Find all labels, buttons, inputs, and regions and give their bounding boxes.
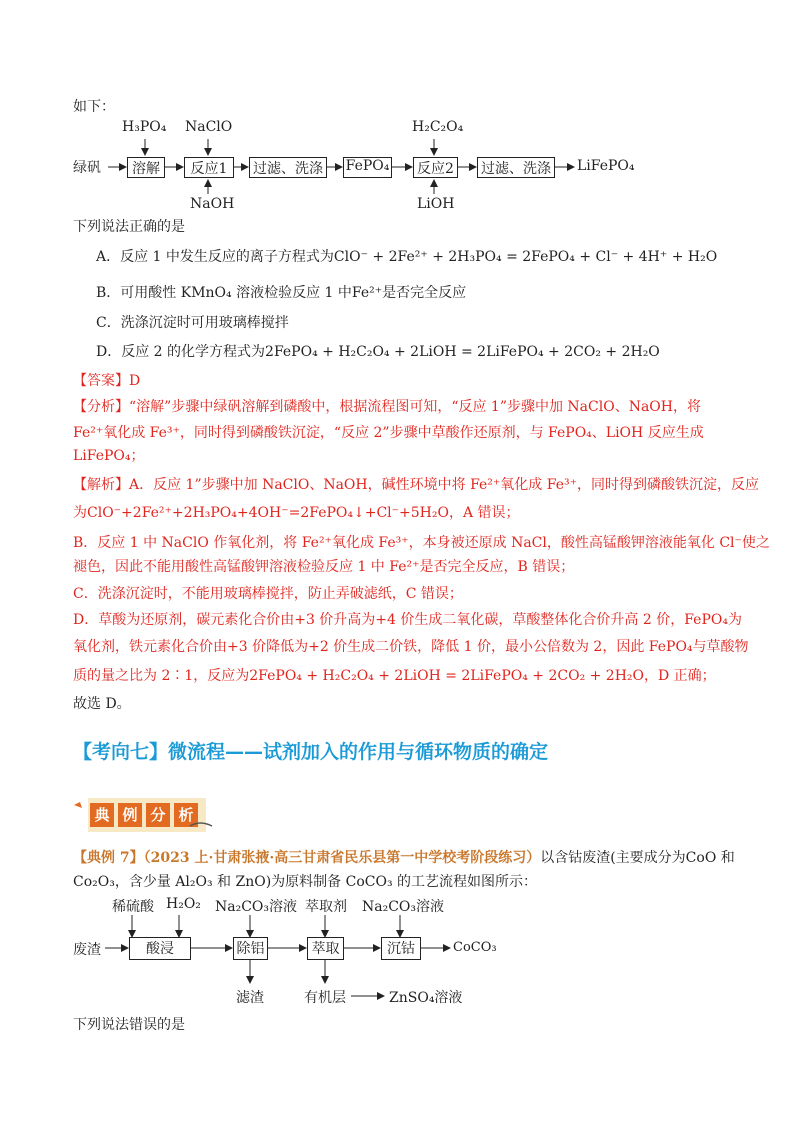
answer-text: 【答案】D — [73, 373, 141, 389]
flow2-step-extract: 萃取 — [307, 937, 344, 960]
badge-char-4: 析 — [174, 803, 198, 827]
example-label: 【典例 7】 — [73, 850, 144, 866]
question-text: 下列说法正确的是 — [73, 219, 185, 235]
analysis-line-3: LiFePO₄； — [73, 448, 145, 464]
flow2-side-product: ZnSO₄溶液 — [389, 990, 463, 1006]
example-line-2: Co₂O₃，含少量 Al₂O₃ 和 ZnO)为原料制备 CoCO₃ 的工艺流程如图所示： — [73, 874, 538, 890]
example-source: （2023 上·甘肃张掖·高三甘肃省民乐县第一中学校考阶段练习） — [143, 850, 541, 866]
explanation-line-1: 【解析】A．反应 1”步骤中加 NaClO、NaOH，碱性环境中将 Fe²⁺氧化成 Fe³⁺，同时得到磷酸铁沉淀，反应 — [73, 477, 759, 493]
flow1-step-filter1: 过滤、洗涤 — [249, 157, 327, 178]
analysis-line-1: 【分析】“溶解”步骤中绿矾溶解到磷酸中，根据流程图可知，“反应 1”步骤中加 NaClO、NaOH，将 — [73, 399, 701, 415]
flow2-reagent-extractant: 萃取剂 — [305, 899, 347, 915]
flow1-reagent-naoh: NaOH — [190, 196, 235, 212]
section-heading: 【考向七】微流程——试剂加入的作用与循环物质的确定 — [73, 741, 549, 763]
explanation-line-4: 褪色，因此不能用酸性高锰酸钾溶液检验反应 1 中 Fe²⁺是否完全反应，B 错误； — [73, 559, 575, 575]
explanation-line-6: D．草酸为还原剂，碳元素化合价由+3 价升高为+4 价生成二氧化碳，草酸整体化合价升高 2 价，FePO₄为 — [73, 612, 742, 628]
flow1-end: LiFePO₄ — [577, 158, 635, 174]
explanation-conclusion: 故选 D。 — [73, 696, 131, 712]
flow2-reagent-na2co3-2: Na₂CO₃溶液 — [362, 899, 445, 915]
flow1-step-dissolve: 溶解 — [127, 157, 165, 178]
flow2-reagent-sulfuric: 稀硫酸 — [112, 899, 154, 915]
flow1-reagent-h2c2o4: H₂C₂O₄ — [412, 119, 464, 135]
flow1-step-reaction1: 反应1 — [184, 157, 234, 178]
flow1-start: 绿矾 — [73, 160, 101, 176]
badge-char-3: 分 — [146, 803, 170, 827]
flow2-end: CoCO₃ — [453, 940, 497, 955]
explanation-line-2: 为ClO⁻+2Fe²⁺+2H₃PO₄+4OH⁻=2FePO₄↓+Cl⁻+5H₂O，A 错误； — [73, 505, 520, 521]
flow2-reagent-h2o2: H₂O₂ — [166, 896, 201, 912]
option-b: B．可用酸性 KMnO₄ 溶液检验反应 1 中Fe²⁺是否完全反应 — [96, 285, 467, 301]
flow1-step-fepo4: FePO₄ — [343, 157, 392, 178]
badge-char-2: 例 — [118, 803, 142, 827]
explanation-line-5: C．洗涤沉淀时，不能用玻璃棒搅拌，防止弄破滤纸，C 错误； — [73, 586, 463, 602]
explanation-line-8: 质的量之比为 2∶1，反应为2FePO₄ + H₂C₂O₄ + 2LiOH = 2LiFePO₄ + 2CO₂ + 2H₂O，D 正确； — [73, 668, 716, 684]
option-c: C．洗涤沉淀时可用玻璃棒搅拌 — [96, 315, 289, 331]
example-line1-rest: 以含钴废渣(主要成分为CoO 和 — [540, 850, 735, 866]
flow1-reagent-lioh: LiOH — [417, 196, 455, 212]
flow2-output-organic: 有机层 — [304, 990, 346, 1006]
flow2-output-residue: 滤渣 — [236, 990, 264, 1006]
flow2-start: 废渣 — [73, 942, 101, 958]
question2-text: 下列说法错误的是 — [73, 1017, 185, 1033]
flow2-step-remove-al: 除铝 — [233, 937, 268, 960]
explanation-line-7: 氧化剂，铁元素化合价由+3 价降低为+2 价生成二价铁，降低 1 价，最小公倍数为 2，因此 FePO₄与草酸物 — [73, 639, 749, 655]
flow1-step-reaction2: 反应2 — [413, 157, 458, 178]
intro-text: 如下： — [73, 99, 115, 115]
flow1-reagent-naclo: NaClO — [185, 119, 233, 135]
flow2-step-acid-leach: 酸浸 — [129, 937, 191, 960]
flow2-step-precipitate: 沉钴 — [381, 937, 421, 960]
flow1-reagent-h3po4: H₃PO₄ — [122, 119, 167, 135]
flow2-reagent-na2co3-1: Na₂CO₃溶液 — [215, 899, 298, 915]
explanation-line-3: B．反应 1 中 NaClO 作氧化剂，将 Fe²⁺氧化成 Fe³⁺，本身被还原成 NaCl，酸性高锰酸钾溶液能氧化 Cl⁻使之 — [73, 535, 770, 551]
option-d: D．反应 2 的化学方程式为2FePO₄ + H₂C₂O₄ + 2LiOH = 2LiFePO₄ + 2CO₂ + 2H₂O — [96, 344, 660, 360]
badge-char-1: 典 — [90, 803, 114, 827]
analysis-line-2: Fe²⁺氧化成 Fe³⁺，同时得到磷酸铁沉淀，“反应 2”步骤中草酸作还原剂，与 FePO₄、LiOH 反应生成 — [73, 425, 704, 441]
flow1-step-filter2: 过滤、洗涤 — [477, 157, 555, 178]
option-a: A．反应 1 中发生反应的离子方程式为ClO⁻ + 2Fe²⁺ + 2H₃PO₄ = 2FePO₄ + Cl⁻ + 4H⁺ + H₂O — [96, 249, 718, 265]
